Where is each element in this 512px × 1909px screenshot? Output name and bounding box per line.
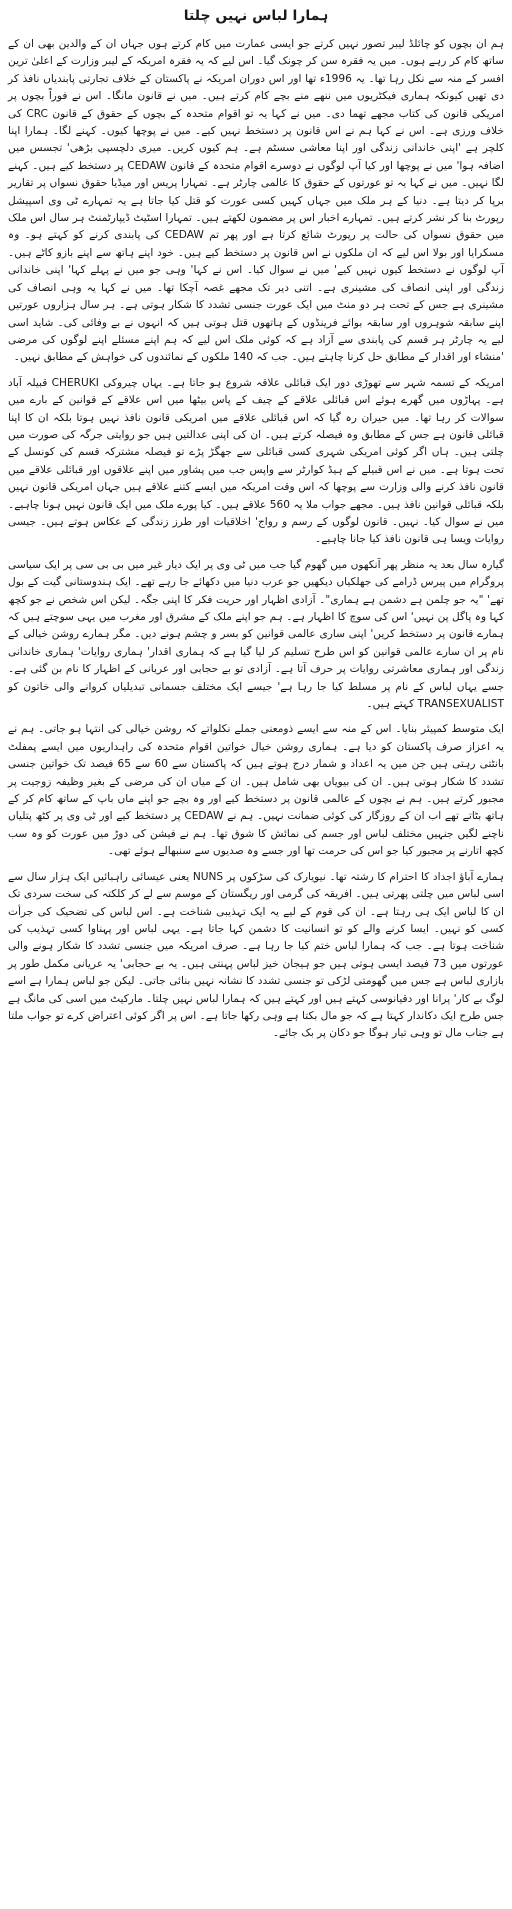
article-paragraph: ایک متوسط کمپیئر بنایا۔ اس کے منہ سے ایسے ذومعنی جملے نکلواتے کہ روشن خیالی کی انتہا ہو جاتی۔ ہم نے یہ اعزاز صرف پاکستان کو دیا ہے۔ ہماری روشن خیال خواتین اقوام متحدہ کی راہداریوں میں ایسے پمفلٹ بانٹتی رہتی ہیں جن میں یہ اعداد و شمار درج ہوتے ہیں کہ پاکستان سے 60 سے 65 فیصد تک خواتین جنسی تشدد کا شکار ہوتی ہیں۔ ان کی بیویاں بھی شامل ہیں۔ ان کے میاں ان کی مرضی کے بغیر وظیفہ زوجیت پر مجبور کرتے ہیں۔ ہم نے بچوں کے عالمی قانون پر دستخط کیے اور وہ بچے جو اپنے ماں باپ کے ساتھ کام کر کے ہاتھ بٹاتے تھے اب ان کے روزگار کی کوئی ضمانت نہیں۔ ہم نے CEDAW پر دستخط کیے اور ٹی وی پر کٹھ پتلیاں ناچنے لگیں جنہیں مختلف لباس اور جسم کی نمائش کا شوق تھا۔ ہم نے فیشن کی دوڑ میں عورت کو وہ سب کچھ اتارنے پر مجبور کیا جو اس کی حرمت تھا اور جسے وہ صدیوں سے سنبھالے ہوئے تھی۔: [8, 723, 505, 858]
article-paragraph: امریکہ کے تسمہ شہر سے تھوڑی دور ایک قبائلی علاقہ شروع ہو جاتا ہے۔ یہاں چیروکی CHERUKI قبیلہ آباد ہے۔ پہاڑوں میں گھرے ہوئے اس قبائلی علاقے کے چیف کے پاس بیٹھا میں اس علاقے کے قوانین کے بارے میں سوالات کر رہا تھا۔ میں حیران رہ گیا کہ اس قبائلی علاقے میں امریکی قانون نافذ نہیں ہوتا بلکہ ان کا اپنا قبائلی قانون ہے جس کے مطابق وہ فیصلہ کرتے ہیں۔ ان کی اپنی عدالتیں ہیں جو روایتی جرگہ کی صورت میں چلتی ہیں۔ ہاں اگر کوئی امریکی شہری کسی قبائلی سے جھگڑ پڑے تو فیصلہ مشترکہ قسم کی کونسل کے تحت ہوتا ہے۔ میں نے اس قبیلے کے ہیڈ کوارٹر سے واپس جب میں پشاور میں اپنے علاقوں اور قبائلی علاقے میں قانون نافذ کرنے والی وزارت سے پوچھا کہ اس وقت امریکہ میں ایسے کتنے علاقے ہیں جہاں امریکی قانون نہیں بلکہ قبائلی قوانین نافذ ہیں۔ مجھے جواب ملا یہ 560 علاقے ہیں۔ کیا پورے ملک میں ایک قانون نہیں ہونا چاہیے۔ میں نے سوال کیا۔ نہیں۔ قانون لوگوں کے رسم و رواج' اخلاقیات اور طرز زندگی کے عکاس ہوتے ہیں۔ جیسی روایات ویسا ہی قانون نافذ کیا جانا چاہیے۔: [8, 376, 504, 546]
article-paragraph: گیارہ سال بعد یہ منظر پھر آنکھوں میں گھوم گیا جب میں ٹی وی پر ایک دیار غیر میں بی بی سی پر ایک سیاسی پروگرام میں پیرس ڈرامے کی جھلکیاں دیکھیں جو عرب دنیا میں دکھائے جا رہے تھے۔ ایک ہندوستانی گیت کے بول تھے' "یہ جو چلمن ہے دشمن ہے ہماری"۔ آزادی اظہار اور حریت فکر کا اپنی جگہ۔ لیکن اس شخص نے جو کچھ کہا وہ پاگل پن نہیں' اس کی سوچ کا اظہار ہے۔ ہم جو اپنے ملک کے مشرق اور مغرب میں یہی سوچتے ہیں کہ ہمارے قانون پر دستخط کریں' اپنی ساری عالمی قوانین کو بسر و چشم ہونے دیں۔ مگر ہمارے روشن خیالی کے نام پر ان سارے عالمی قوانین کو اس طرح تسلیم کر لیا گیا ہے کہ ہماری اقدار' ہماری روایات' ہماری خاندانی زندگی اور ہماری معاشرتی روایات پر حرف آتا ہے۔ آزادی تو بے حجابی اور عریانی کے اظہار کا نام بن گئی ہے۔ جسے یہاں لباس کے نام پر مسلط کیا جا رہا ہے' جیسے ایک مختلف جسمانی تبدیلیاں کروانے والی خاتون کو TRANSEXUALIST کہتے ہیں۔: [8, 558, 504, 711]
article-headline: ہمارا لباس نہیں چلتا: [183, 8, 329, 24]
article-paragraph: ہم ان بچوں کو چائلڈ لیبر تصور نہیں کرتے جو ایسی عمارت میں کام کرتے ہوں جہاں ان کے والدین بھی ان کے ساتھ کام کر رہے ہوں۔ میں یہ فقرہ سن کر چونک گیا۔ اس لیے کہ یہ فقرہ امریکہ کے لیبر وزارت کے اعلیٰ ترین افسر کے منہ سے نکل رہا تھا۔ یہ 1996ء تھا اور اس دوران امریکہ نے پاکستان کے خلاف تجارتی پابندیاں نافذ کر دی تھیں کیونکہ ہماری فیکٹریوں میں ننھے منے بچے کام کرتے ہیں۔ میں نے قانون مانگا۔ اس نے فوراً بچوں پر امریکی قانون کی کتاب مجھے تھما دی۔ میں نے کہا یہ تو اقوام متحدہ کے بچوں کے حقوق کے قانون CRC کی خلاف ورزی ہے۔ اس نے کہا ہم نے اس قانون پر دستخط نہیں کیے۔ میں نے پوچھا کیوں۔ کہنے لگا۔ ہمارا اپنا کلچر ہے 'اپنی خاندانی زندگی اور اپنا معاشی سسٹم ہے۔ ہم کیوں کریں۔ میری دلچسپی بڑھی' تجسس میں اضافہ ہوا' میں نے پوچھا اور کیا آپ لوگوں نے دوسرے اقوام متحدہ کے قانون CEDAW پر دستخط کیے ہیں۔ کہنے لگا نہیں۔ میں نے کہا یہ تو عورتوں کے حقوق کا عالمی چارٹر ہے۔ تمہارا پریس اور میڈیا حقوق نسواں پر تقاریر برپا کر دیتا ہے۔ دنیا کے ہر ملک میں جہاں کہیں کسی عورت کو قتل کیا جاتا ہے یہ تمہارے ٹی وی اسپیشل رپورٹ بنا کر نشر کرتے ہیں۔ تمہارے اخبار اس پر مضمون لکھتے ہیں۔ تمہارا اسٹیٹ ڈیپارٹمنٹ ہر سال اس ملک میں حقوق نسواں کی حالت پر رپورٹ شائع کرتا ہے اور پھر تم CEDAW کی پابندی کرنے کو کہتے ہو۔ وہ مسکرایا اور بولا اس لیے کہ ان ملکوں نے اس قانون پر دستخط کیے ہیں۔ خود اپنے ہاتھ سے اپنے بازو کاٹے ہیں۔ آپ لوگوں نے دستخط کیوں نہیں کیے' میں نے سوال کیا۔ اس نے کہا' وہی جو میں نے پہلے کہا' اپنی خاندانی زندگی اور اپنی انصاف کی مشینری ہے۔ اتنی دیر تک مجھے غصہ آچکا تھا۔ میں نے کہا یہ وہی انصاف کی مشینری ہے جس کے تحت ہر دو منٹ میں ایک عورت جنسی تشدد کا شکار ہوتی ہے۔ ہر سال ہزاروں عورتیں اپنے سابقہ شوہروں اور سابقہ بوائے فرینڈوں کے ہاتھوں قتل ہوتی ہیں کہ انہوں نے بے وفائی کی۔ شاید اسی لیے یہ چارٹر ہر قسم کی پابندی سے آزاد ہے کہ کوئی ملک اس لیے کہ ہم اپنے مسئلے اپنے لوگوں کی مرضی 'منشاء اور اقدار کے مطابق حل کرنا چاہتے ہیں۔ جب کہ 140 ملکوں کے نمائندوں کی خواہش کے مطابق نہیں۔: [8, 38, 505, 364]
article-paragraph: ہمارے آباؤ اجداد کا احترام کا رشتہ تھا۔ نیویارک کی سڑکوں پر NUNS یعنی عیسائی راہبائیں ایک ہزار سال سے اسی لباس میں چلتی پھرتی ہیں۔ افریقہ کی گرمی اور ریگستان کے موسم سے لے کر کلکتہ کی سخت سردی تک ان کا لباس ایک ہی رہتا ہے۔ ان کی قوم کے لیے یہ ایک تہذیبی شناخت ہے۔ اس لباس کی تضحیک کی جرأت کسی کو نہیں۔ ایسا کرنے والے کو تو انسانیت کا دشمن کہا جاتا ہے۔ یہی لباس اور پہناوا کسی تہذیب کی شناخت ہوتا ہے۔ جب کہ ہمارا لباس ختم کیا جا رہا ہے۔ صرف امریکہ میں جنسی تشدد کا شکار ہونے والی عورتوں میں 73 فیصد ایسی ہوتی ہیں جو ہیجان خیز لباس پہنتی ہیں۔ یہ بے حجابی' یہ عریانی مکمل طور پر بازاری لباس ہے جس میں گھومتی لڑکی تو جنسی تشدد کا نشانہ نہیں بنائی جاتی۔ لیکن جو لباس ہمارا ہے اسے لوگ بے کار' پرانا اور دقیانوسی کہتے ہیں اور کہتے ہیں کہ ہمارا لباس نہیں چلتا۔ مارکیٹ میں اسی کی مانگ ہے جس طرح ایک دکاندار کہتا ہے کہ جو مال بکتا ہے وہی رکھا جاتا ہے۔ اس پر اگر کوئی اعتراض کرے تو جواب ملتا ہے جناب مال تو وہی تیار ہوگا جو دکان پر بک جائے۔: [8, 870, 505, 1040]
